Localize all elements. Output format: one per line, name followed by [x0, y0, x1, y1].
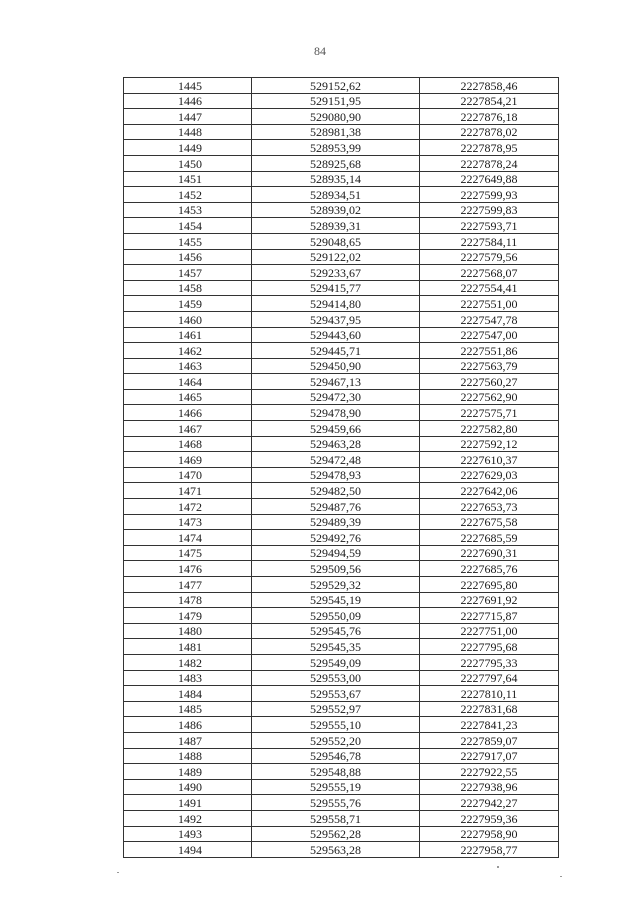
- x-coordinate-cell: 529122,02: [252, 249, 420, 265]
- y-coordinate-cell: 2227854,21: [420, 93, 559, 109]
- table-row: [124, 732, 559, 748]
- point-number-cell: 1472: [124, 499, 252, 515]
- point-number-cell: 1483: [124, 670, 252, 686]
- x-coordinate-cell: 528939,02: [252, 202, 420, 218]
- table-row: [124, 389, 559, 405]
- table-row: [124, 249, 559, 265]
- coordinates-table: [123, 77, 559, 858]
- y-coordinate-cell: 2227610,37: [420, 452, 559, 468]
- y-coordinate-cell: 2227582,80: [420, 421, 559, 437]
- y-coordinate-cell: 2227958,90: [420, 826, 559, 842]
- y-coordinate-cell: 2227575,71: [420, 405, 559, 421]
- x-coordinate-cell: 529546,78: [252, 748, 420, 764]
- scan-speck: [117, 872, 119, 873]
- y-coordinate-cell: 2227878,24: [420, 155, 559, 171]
- y-coordinate-cell: 2227629,03: [420, 467, 559, 483]
- point-number-cell: 1484: [124, 686, 252, 702]
- x-coordinate-cell: 529552,97: [252, 701, 420, 717]
- x-coordinate-cell: 529492,76: [252, 530, 420, 546]
- point-number-cell: 1467: [124, 421, 252, 437]
- x-coordinate-cell: 529552,20: [252, 732, 420, 748]
- point-number-cell: 1447: [124, 109, 252, 125]
- x-coordinate-cell: 529489,39: [252, 514, 420, 530]
- point-number-cell: 1488: [124, 748, 252, 764]
- table-row: [124, 296, 559, 312]
- point-number-cell: 1450: [124, 155, 252, 171]
- y-coordinate-cell: 2227841,23: [420, 717, 559, 733]
- y-coordinate-cell: 2227593,71: [420, 218, 559, 234]
- table-row: [124, 779, 559, 795]
- point-number-cell: 1457: [124, 265, 252, 281]
- y-coordinate-cell: 2227547,78: [420, 311, 559, 327]
- point-number-cell: 1458: [124, 280, 252, 296]
- x-coordinate-cell: 529472,30: [252, 389, 420, 405]
- table-row: [124, 343, 559, 359]
- table-row: [124, 514, 559, 530]
- x-coordinate-cell: 529545,35: [252, 639, 420, 655]
- x-coordinate-cell: 529151,95: [252, 93, 420, 109]
- point-number-cell: 1463: [124, 358, 252, 374]
- coordinates-table-body: [124, 78, 559, 858]
- x-coordinate-cell: 529545,76: [252, 623, 420, 639]
- table-row: [124, 748, 559, 764]
- x-coordinate-cell: 529233,67: [252, 265, 420, 281]
- table-row: [124, 483, 559, 499]
- point-number-cell: 1490: [124, 779, 252, 795]
- point-number-cell: 1476: [124, 561, 252, 577]
- table-row: [124, 358, 559, 374]
- y-coordinate-cell: 2227551,86: [420, 343, 559, 359]
- x-coordinate-cell: 529415,77: [252, 280, 420, 296]
- x-coordinate-cell: 529152,62: [252, 78, 420, 94]
- y-coordinate-cell: 2227831,68: [420, 701, 559, 717]
- y-coordinate-cell: 2227959,36: [420, 810, 559, 826]
- table-row: [124, 93, 559, 109]
- point-number-cell: 1473: [124, 514, 252, 530]
- y-coordinate-cell: 2227938,96: [420, 779, 559, 795]
- x-coordinate-cell: 528981,38: [252, 124, 420, 140]
- point-number-cell: 1465: [124, 389, 252, 405]
- table-row: [124, 280, 559, 296]
- point-number-cell: 1485: [124, 701, 252, 717]
- table-row: [124, 405, 559, 421]
- x-coordinate-cell: 529437,95: [252, 311, 420, 327]
- point-number-cell: 1489: [124, 764, 252, 780]
- table-row: [124, 639, 559, 655]
- y-coordinate-cell: 2227562,90: [420, 389, 559, 405]
- point-number-cell: 1478: [124, 592, 252, 608]
- x-coordinate-cell: 529463,28: [252, 436, 420, 452]
- x-coordinate-cell: 529509,56: [252, 561, 420, 577]
- x-coordinate-cell: 529563,28: [252, 842, 420, 858]
- scan-speck: [497, 866, 499, 868]
- point-number-cell: 1469: [124, 452, 252, 468]
- table-row: [124, 187, 559, 203]
- x-coordinate-cell: 529548,88: [252, 764, 420, 780]
- y-coordinate-cell: 2227917,07: [420, 748, 559, 764]
- point-number-cell: 1456: [124, 249, 252, 265]
- y-coordinate-cell: 2227859,07: [420, 732, 559, 748]
- y-coordinate-cell: 2227642,06: [420, 483, 559, 499]
- table-row: [124, 717, 559, 733]
- x-coordinate-cell: 528925,68: [252, 155, 420, 171]
- y-coordinate-cell: 2227715,87: [420, 608, 559, 624]
- table-row: [124, 374, 559, 390]
- table-row: [124, 842, 559, 858]
- table-row: [124, 436, 559, 452]
- point-number-cell: 1462: [124, 343, 252, 359]
- table-row: [124, 124, 559, 140]
- table-row: [124, 764, 559, 780]
- y-coordinate-cell: 2227695,80: [420, 577, 559, 593]
- x-coordinate-cell: 529472,48: [252, 452, 420, 468]
- table-row: [124, 545, 559, 561]
- table-row: [124, 452, 559, 468]
- table-row: [124, 686, 559, 702]
- y-coordinate-cell: 2227568,07: [420, 265, 559, 281]
- x-coordinate-cell: 529048,65: [252, 233, 420, 249]
- table-row: [124, 701, 559, 717]
- y-coordinate-cell: 2227810,11: [420, 686, 559, 702]
- table-row: [124, 218, 559, 234]
- y-coordinate-cell: 2227858,46: [420, 78, 559, 94]
- point-number-cell: 1475: [124, 545, 252, 561]
- point-number-cell: 1470: [124, 467, 252, 483]
- point-number-cell: 1451: [124, 171, 252, 187]
- point-number-cell: 1461: [124, 327, 252, 343]
- x-coordinate-cell: 529553,67: [252, 686, 420, 702]
- x-coordinate-cell: 529555,76: [252, 795, 420, 811]
- y-coordinate-cell: 2227599,93: [420, 187, 559, 203]
- y-coordinate-cell: 2227876,18: [420, 109, 559, 125]
- point-number-cell: 1487: [124, 732, 252, 748]
- x-coordinate-cell: 529550,09: [252, 608, 420, 624]
- y-coordinate-cell: 2227579,56: [420, 249, 559, 265]
- x-coordinate-cell: 529459,66: [252, 421, 420, 437]
- y-coordinate-cell: 2227797,64: [420, 670, 559, 686]
- y-coordinate-cell: 2227653,73: [420, 499, 559, 515]
- table-row: [124, 421, 559, 437]
- table-row: [124, 202, 559, 218]
- table-row: [124, 109, 559, 125]
- table-row: [124, 592, 559, 608]
- y-coordinate-cell: 2227685,59: [420, 530, 559, 546]
- y-coordinate-cell: 2227795,33: [420, 654, 559, 670]
- y-coordinate-cell: 2227675,58: [420, 514, 559, 530]
- x-coordinate-cell: 529562,28: [252, 826, 420, 842]
- y-coordinate-cell: 2227599,83: [420, 202, 559, 218]
- x-coordinate-cell: 529555,10: [252, 717, 420, 733]
- point-number-cell: 1493: [124, 826, 252, 842]
- table-row: [124, 265, 559, 281]
- table-row: [124, 654, 559, 670]
- y-coordinate-cell: 2227691,92: [420, 592, 559, 608]
- point-number-cell: 1480: [124, 623, 252, 639]
- table-row: [124, 577, 559, 593]
- y-coordinate-cell: 2227942,27: [420, 795, 559, 811]
- table-row: [124, 795, 559, 811]
- table-row: [124, 78, 559, 94]
- table-row: [124, 810, 559, 826]
- x-coordinate-cell: 529529,32: [252, 577, 420, 593]
- y-coordinate-cell: 2227554,41: [420, 280, 559, 296]
- point-number-cell: 1492: [124, 810, 252, 826]
- table-row: [124, 530, 559, 546]
- point-number-cell: 1453: [124, 202, 252, 218]
- point-number-cell: 1446: [124, 93, 252, 109]
- x-coordinate-cell: 528934,51: [252, 187, 420, 203]
- point-number-cell: 1491: [124, 795, 252, 811]
- x-coordinate-cell: 529558,71: [252, 810, 420, 826]
- point-number-cell: 1468: [124, 436, 252, 452]
- table-row: [124, 467, 559, 483]
- table-row: [124, 826, 559, 842]
- table-row: [124, 311, 559, 327]
- y-coordinate-cell: 2227649,88: [420, 171, 559, 187]
- x-coordinate-cell: 529445,71: [252, 343, 420, 359]
- y-coordinate-cell: 2227751,00: [420, 623, 559, 639]
- y-coordinate-cell: 2227958,77: [420, 842, 559, 858]
- point-number-cell: 1471: [124, 483, 252, 499]
- x-coordinate-cell: 529443,60: [252, 327, 420, 343]
- point-number-cell: 1479: [124, 608, 252, 624]
- point-number-cell: 1494: [124, 842, 252, 858]
- x-coordinate-cell: 529545,19: [252, 592, 420, 608]
- x-coordinate-cell: 529478,93: [252, 467, 420, 483]
- point-number-cell: 1464: [124, 374, 252, 390]
- point-number-cell: 1474: [124, 530, 252, 546]
- x-coordinate-cell: 529478,90: [252, 405, 420, 421]
- point-number-cell: 1466: [124, 405, 252, 421]
- y-coordinate-cell: 2227560,27: [420, 374, 559, 390]
- x-coordinate-cell: 528939,31: [252, 218, 420, 234]
- point-number-cell: 1486: [124, 717, 252, 733]
- x-coordinate-cell: 529080,90: [252, 109, 420, 125]
- point-number-cell: 1459: [124, 296, 252, 312]
- table-row: [124, 499, 559, 515]
- table-row: [124, 155, 559, 171]
- y-coordinate-cell: 2227795,68: [420, 639, 559, 655]
- point-number-cell: 1455: [124, 233, 252, 249]
- point-number-cell: 1454: [124, 218, 252, 234]
- x-coordinate-cell: 529482,50: [252, 483, 420, 499]
- scan-speck: [560, 876, 562, 877]
- y-coordinate-cell: 2227584,11: [420, 233, 559, 249]
- point-number-cell: 1477: [124, 577, 252, 593]
- point-number-cell: 1452: [124, 187, 252, 203]
- x-coordinate-cell: 529487,76: [252, 499, 420, 515]
- point-number-cell: 1445: [124, 78, 252, 94]
- point-number-cell: 1448: [124, 124, 252, 140]
- y-coordinate-cell: 2227685,76: [420, 561, 559, 577]
- table-row: [124, 327, 559, 343]
- table-row: [124, 670, 559, 686]
- table-row: [124, 608, 559, 624]
- y-coordinate-cell: 2227547,00: [420, 327, 559, 343]
- table-row: [124, 233, 559, 249]
- x-coordinate-cell: 529555,19: [252, 779, 420, 795]
- point-number-cell: 1482: [124, 654, 252, 670]
- y-coordinate-cell: 2227878,02: [420, 124, 559, 140]
- point-number-cell: 1449: [124, 140, 252, 156]
- page-number: 84: [314, 44, 326, 58]
- x-coordinate-cell: 528953,99: [252, 140, 420, 156]
- y-coordinate-cell: 2227878,95: [420, 140, 559, 156]
- table-row: [124, 561, 559, 577]
- point-number-cell: 1460: [124, 311, 252, 327]
- y-coordinate-cell: 2227551,00: [420, 296, 559, 312]
- x-coordinate-cell: 529553,00: [252, 670, 420, 686]
- table-row: [124, 171, 559, 187]
- x-coordinate-cell: 529414,80: [252, 296, 420, 312]
- y-coordinate-cell: 2227922,55: [420, 764, 559, 780]
- x-coordinate-cell: 529450,90: [252, 358, 420, 374]
- x-coordinate-cell: 529467,13: [252, 374, 420, 390]
- x-coordinate-cell: 528935,14: [252, 171, 420, 187]
- table-row: [124, 140, 559, 156]
- x-coordinate-cell: 529549,09: [252, 654, 420, 670]
- table-row: [124, 623, 559, 639]
- y-coordinate-cell: 2227563,79: [420, 358, 559, 374]
- y-coordinate-cell: 2227592,12: [420, 436, 559, 452]
- y-coordinate-cell: 2227690,31: [420, 545, 559, 561]
- x-coordinate-cell: 529494,59: [252, 545, 420, 561]
- point-number-cell: 1481: [124, 639, 252, 655]
